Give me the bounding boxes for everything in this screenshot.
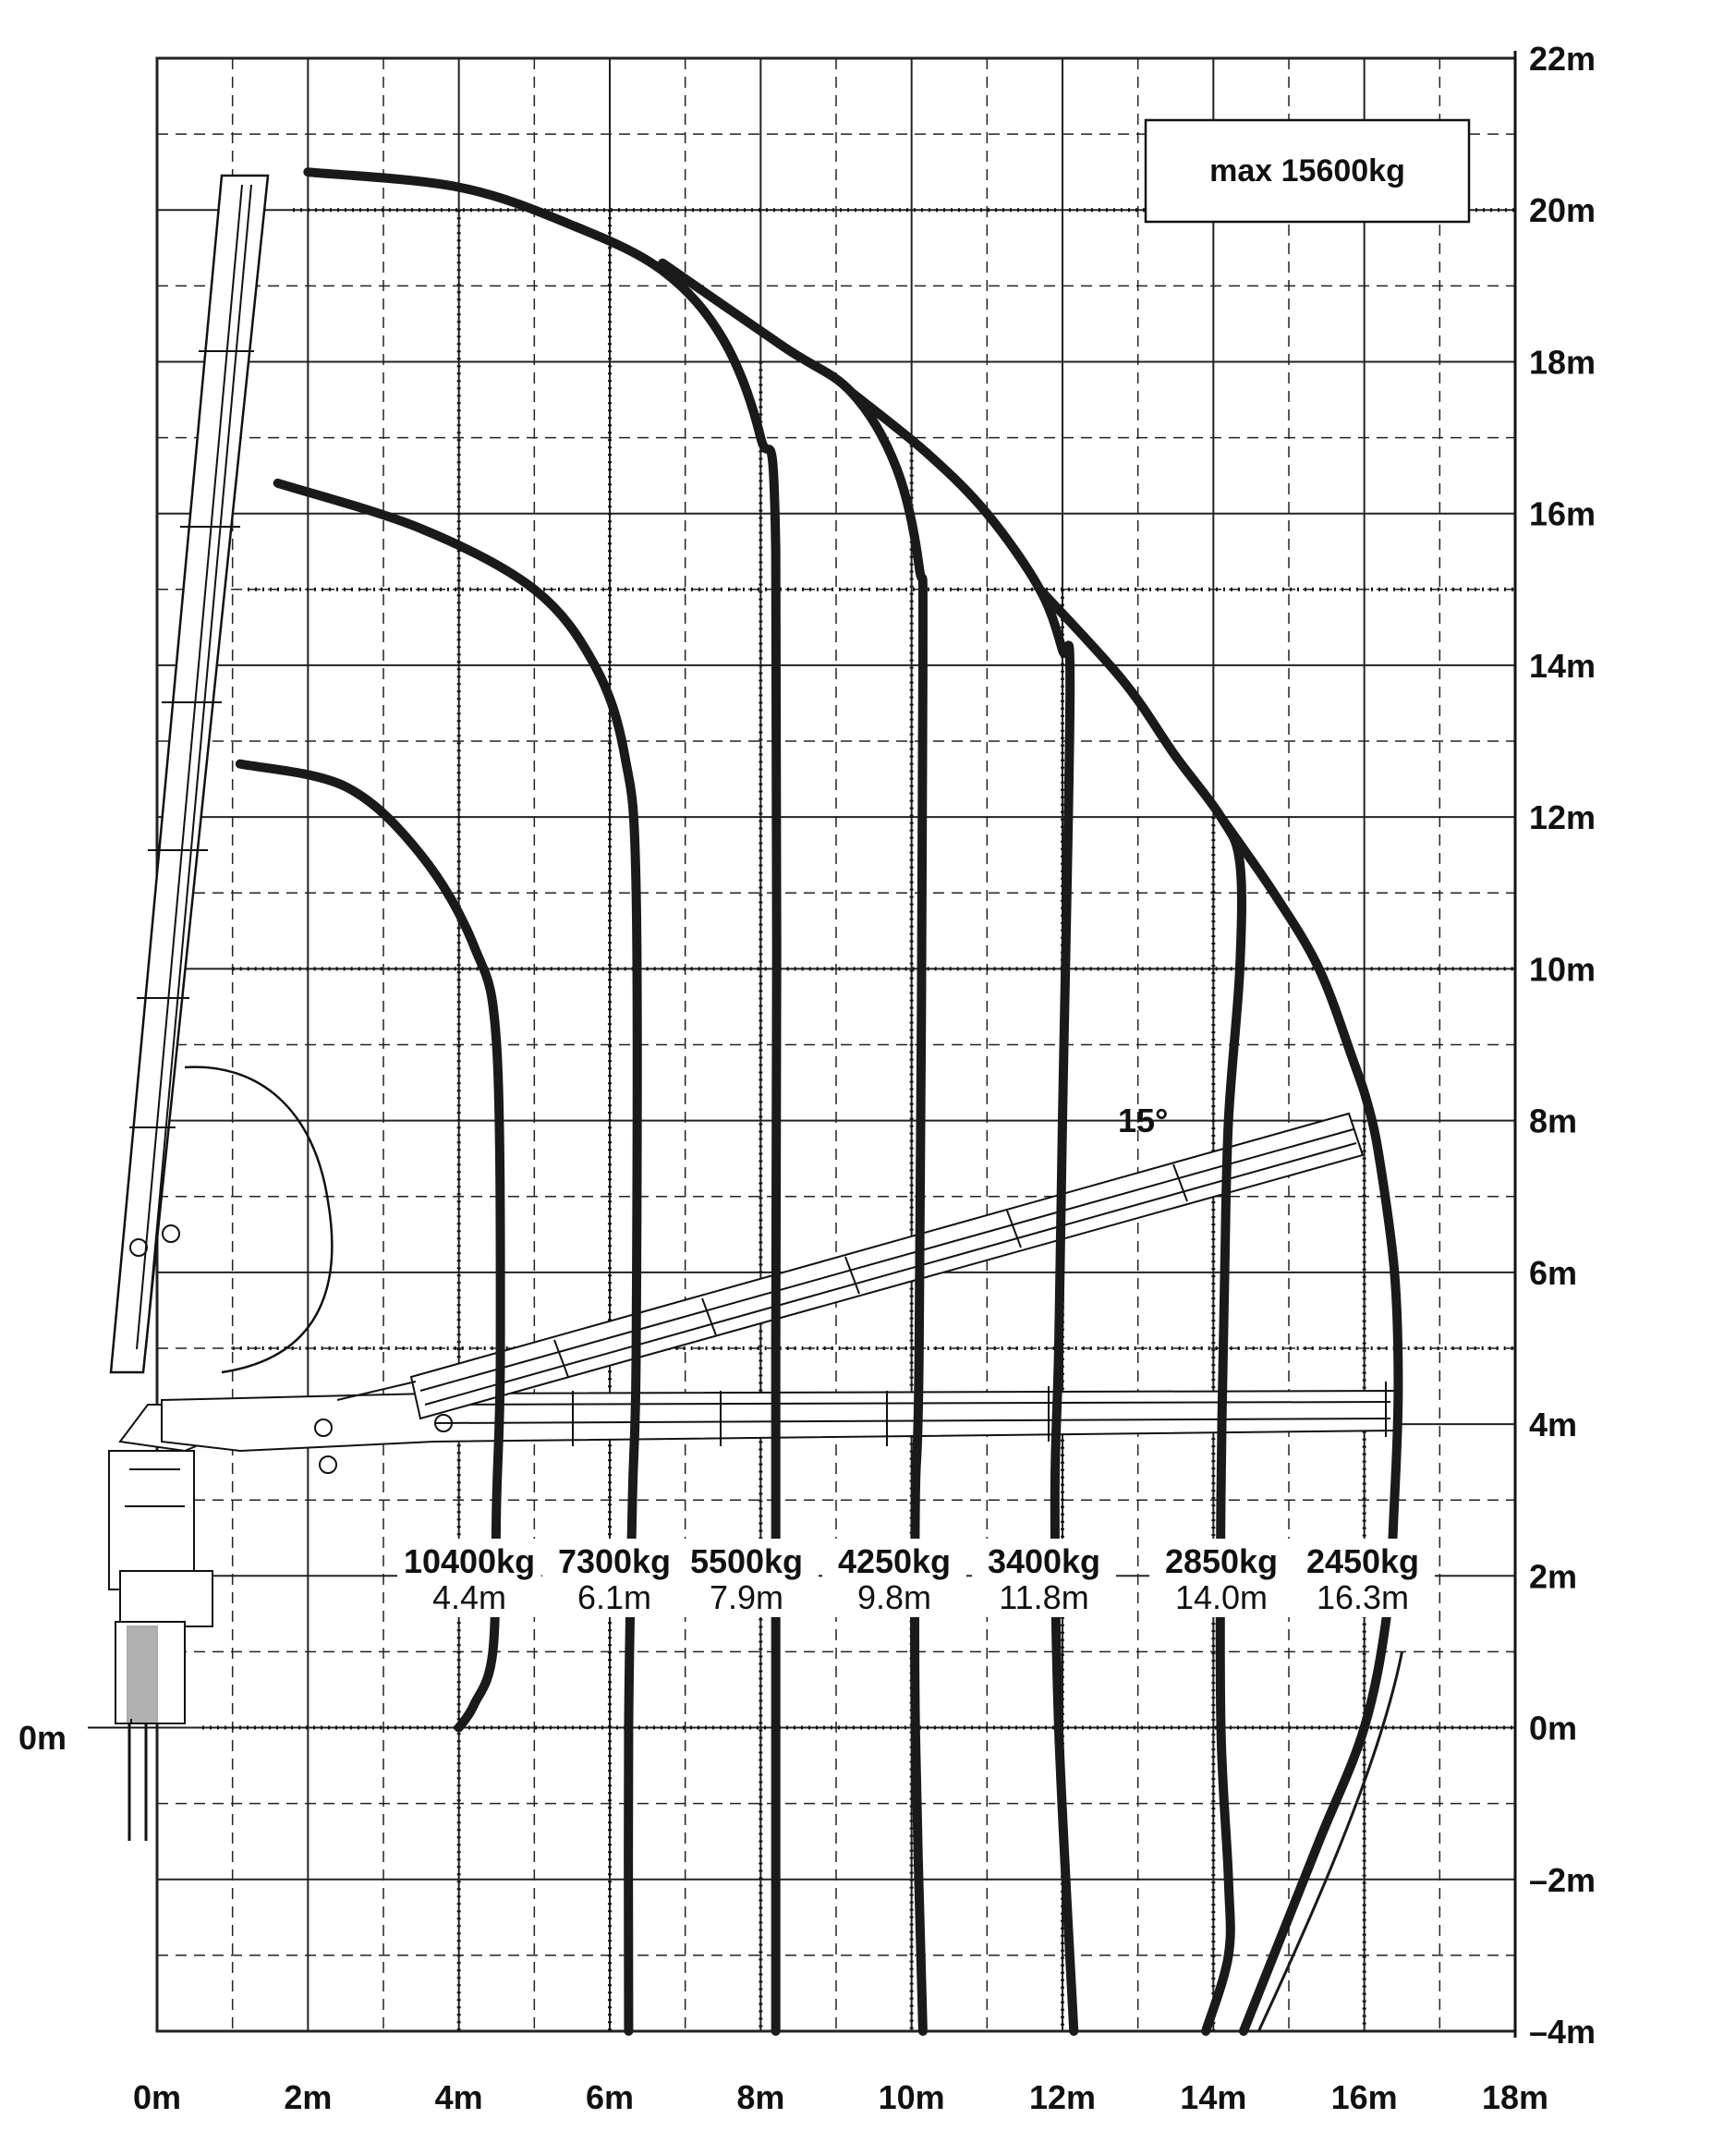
reach-label: 14.0m: [1174, 1578, 1269, 1616]
x-tick-label: 18m: [1481, 2078, 1549, 2116]
y-tick-label: –4m: [1529, 2013, 1596, 2051]
load-label: 4250kg: [837, 1542, 952, 1580]
x-tick-label: 0m: [132, 2078, 182, 2116]
x-tick-label: 10m: [878, 2078, 945, 2116]
y-left-zero-label: 0m: [18, 1719, 67, 1757]
load-label: 3400kg: [987, 1542, 1101, 1580]
y-tick-label: 0m: [1529, 1709, 1578, 1747]
y-tick-label: 8m: [1529, 1102, 1578, 1140]
y-tick-label: 10m: [1529, 950, 1596, 989]
reach-label: 16.3m: [1316, 1578, 1410, 1616]
x-tick-label: 16m: [1330, 2078, 1398, 2116]
x-tick-label: 4m: [434, 2078, 483, 2116]
x-tick-label: 6m: [585, 2078, 635, 2116]
x-tick-label: 2m: [284, 2078, 333, 2116]
y-tick-label: –2m: [1529, 1860, 1596, 1899]
reach-label: 4.4m: [431, 1578, 507, 1616]
y-tick-label: 20m: [1529, 191, 1596, 230]
y-tick-label: 18m: [1529, 343, 1596, 382]
load-label: 2850kg: [1164, 1542, 1279, 1580]
reach-label: 7.9m: [709, 1578, 784, 1616]
x-tick-label: 8m: [736, 2078, 785, 2116]
max-label: max 15600kg: [1209, 153, 1405, 189]
y-tick-label: 14m: [1529, 646, 1596, 685]
load-label: 2450kg: [1305, 1542, 1420, 1580]
load-label: 10400kg: [403, 1542, 536, 1580]
reach-label: 6.1m: [577, 1578, 652, 1616]
reach-label: 11.8m: [999, 1578, 1089, 1616]
y-tick-label: 2m: [1529, 1557, 1578, 1596]
load-label: 5500kg: [689, 1542, 804, 1580]
angle-label: 15°: [1118, 1102, 1169, 1139]
load-label: 7300kg: [557, 1542, 672, 1580]
y-tick-label: 4m: [1529, 1406, 1578, 1444]
y-tick-label: 6m: [1529, 1253, 1578, 1292]
curve-labels: [397, 1539, 1435, 1617]
x-tick-label: 12m: [1028, 2078, 1097, 2116]
y-tick-label: 12m: [1529, 798, 1596, 837]
y-tick-label: 16m: [1529, 494, 1596, 533]
x-tick-label: 14m: [1180, 2078, 1247, 2116]
y-tick-label: 22m: [1529, 40, 1596, 78]
reach-label: 9.8m: [856, 1578, 932, 1616]
